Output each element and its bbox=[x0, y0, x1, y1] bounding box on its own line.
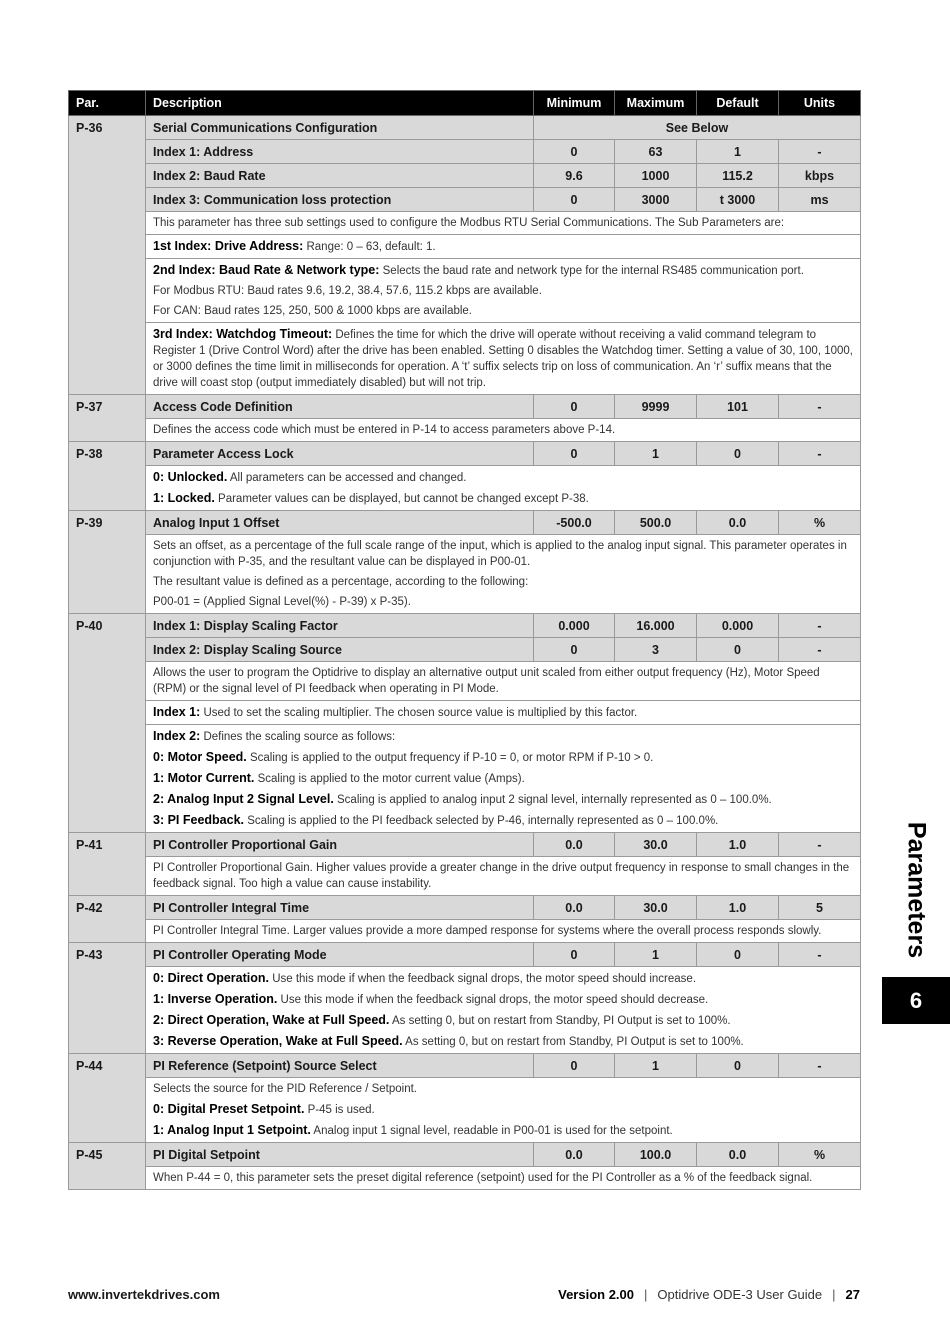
description-text: This parameter has three sub settings used to configure the Modbus RTU Serial Communications. The Sub Parameters are: bbox=[153, 217, 785, 229]
param-description bbox=[146, 662, 861, 701]
param-row bbox=[69, 1054, 861, 1078]
minimum-value: 9.6 bbox=[534, 164, 615, 188]
param-code: P-43 bbox=[69, 943, 146, 1054]
units-value: - bbox=[779, 833, 861, 857]
footer-separator: | bbox=[832, 1287, 836, 1302]
maximum-value: 100.0 bbox=[615, 1143, 697, 1167]
description-term: 2: Direct Operation, Wake at Full Speed. bbox=[153, 1013, 390, 1027]
units-value: - bbox=[779, 638, 861, 662]
description-term: 1: Analog Input 1 Setpoint. bbox=[153, 1123, 311, 1137]
description-text: Selects the baud rate and network type for the internal RS485 communication port. bbox=[379, 265, 804, 277]
description-paragraph bbox=[153, 283, 853, 299]
param-row bbox=[69, 943, 861, 967]
description-text: For CAN: Baud rates 125, 250, 500 & 1000 kbps are available. bbox=[153, 305, 473, 317]
param-description bbox=[146, 725, 861, 833]
description-text: PI Controller Integral Time. Larger values provide a more damped response for systems where the overall process responds slowly. bbox=[153, 925, 822, 937]
footer-website: www.invertekdrives.com bbox=[68, 1287, 220, 1302]
units-value: - bbox=[779, 140, 861, 164]
description-term: 0: Motor Speed. bbox=[153, 750, 247, 764]
description-term: 0: Direct Operation. bbox=[153, 971, 269, 985]
param-row bbox=[69, 188, 861, 212]
units-value: - bbox=[779, 614, 861, 638]
maximum-value: 30.0 bbox=[615, 833, 697, 857]
param-name: Index 2: Baud Rate bbox=[146, 164, 534, 188]
param-code: P-44 bbox=[69, 1054, 146, 1143]
param-name: Index 2: Display Scaling Source bbox=[146, 638, 534, 662]
description-text: Range: 0 – 63, default: 1. bbox=[303, 241, 436, 253]
param-name: Index 1: Display Scaling Factor bbox=[146, 614, 534, 638]
param-description bbox=[146, 419, 861, 442]
description-paragraph bbox=[153, 262, 853, 279]
param-row bbox=[69, 614, 861, 638]
default-value: 1 bbox=[697, 140, 779, 164]
maximum-value: 1 bbox=[615, 943, 697, 967]
description-term: 2nd Index: Baud Rate & Network type: bbox=[153, 263, 380, 277]
description-paragraph bbox=[153, 749, 853, 766]
default-value: 0 bbox=[697, 1054, 779, 1078]
description-paragraph bbox=[153, 238, 853, 255]
description-term: 3rd Index: Watchdog Timeout: bbox=[153, 327, 333, 341]
param-description bbox=[146, 857, 861, 896]
header-units: Units bbox=[779, 91, 861, 116]
description-text: Analog input 1 signal level, readable in P00-01 is used for the setpoint. bbox=[310, 1125, 673, 1137]
chapter-number-badge: 6 bbox=[882, 977, 950, 1024]
description-row bbox=[69, 259, 861, 323]
description-paragraph bbox=[153, 215, 853, 231]
description-text: Scaling is applied to the PI feedback selected by P-46, internally represented as 0 – 100.0%. bbox=[244, 815, 719, 827]
default-value: 115.2 bbox=[697, 164, 779, 188]
footer-version-info bbox=[558, 1287, 860, 1302]
description-text: P-45 is used. bbox=[304, 1104, 375, 1116]
param-description bbox=[146, 259, 861, 323]
description-paragraph bbox=[153, 422, 853, 438]
default-value: 0 bbox=[697, 638, 779, 662]
minimum-value: 0.000 bbox=[534, 614, 615, 638]
footer-guide-title: Optidrive ODE-3 User Guide bbox=[657, 1287, 823, 1302]
units-value: 5 bbox=[779, 896, 861, 920]
footer-version: Version 2.00 bbox=[558, 1287, 635, 1302]
units-value: % bbox=[779, 511, 861, 535]
description-term: 1: Inverse Operation. bbox=[153, 992, 278, 1006]
minimum-value: 0 bbox=[534, 638, 615, 662]
param-description bbox=[146, 1078, 861, 1143]
description-row bbox=[69, 857, 861, 896]
description-term: 0: Digital Preset Setpoint. bbox=[153, 1102, 305, 1116]
description-text: Allows the user to program the Optidrive to display an alternative output unit scaled from either output frequency (Hz), Motor Speed (RPM) or the signal level of PI feedback when operating in PI Mode. bbox=[153, 667, 820, 695]
param-row bbox=[69, 511, 861, 535]
param-name: PI Controller Proportional Gain bbox=[146, 833, 534, 857]
param-row bbox=[69, 442, 861, 466]
default-value: 101 bbox=[697, 395, 779, 419]
param-description bbox=[146, 920, 861, 943]
param-code: P-41 bbox=[69, 833, 146, 896]
maximum-value: 3000 bbox=[615, 188, 697, 212]
description-text: Scaling is applied to analog input 2 signal level, internally represented as 0 – 100.0%. bbox=[333, 794, 772, 806]
param-description bbox=[146, 967, 861, 1054]
units-value: - bbox=[779, 442, 861, 466]
default-value: 0 bbox=[697, 943, 779, 967]
param-name: Parameter Access Lock bbox=[146, 442, 534, 466]
description-paragraph bbox=[153, 728, 853, 745]
description-paragraph bbox=[153, 704, 853, 721]
param-name: Serial Communications Configuration bbox=[146, 116, 534, 140]
description-text: Sets an offset, as a percentage of the full scale range of the input, which is applied to the analog input signal. This parameter operates in conjunction with P-35, and the resultant value can be displayed in P00-01. bbox=[153, 540, 847, 568]
see-below-note: See Below bbox=[534, 116, 861, 140]
param-code: P-42 bbox=[69, 896, 146, 943]
minimum-value: 0.0 bbox=[534, 833, 615, 857]
param-code: P-38 bbox=[69, 442, 146, 511]
description-text: Used to set the scaling multiplier. The chosen source value is multiplied by this factor. bbox=[200, 707, 638, 719]
description-row bbox=[69, 662, 861, 701]
description-paragraph bbox=[153, 1122, 853, 1139]
description-term: 3: Reverse Operation, Wake at Full Speed. bbox=[153, 1034, 403, 1048]
param-description bbox=[146, 235, 861, 259]
parameter-table bbox=[68, 90, 861, 1190]
description-text: PI Controller Proportional Gain. Higher values provide a greater change in the drive output frequency in response to small changes in the feedback signal. Too high a value can cause instability. bbox=[153, 862, 850, 890]
description-text: Parameter values can be displayed, but cannot be changed except P-38. bbox=[214, 493, 589, 505]
description-text: As setting 0, but on restart from Standby, PI Output is set to 100%. bbox=[389, 1015, 731, 1027]
description-term: 1: Motor Current. bbox=[153, 771, 255, 785]
param-description bbox=[146, 535, 861, 614]
minimum-value: 0 bbox=[534, 188, 615, 212]
minimum-value: 0 bbox=[534, 442, 615, 466]
units-value: kbps bbox=[779, 164, 861, 188]
header-minimum: Minimum bbox=[534, 91, 615, 116]
description-text: Use this mode if when the feedback signal drops, the motor speed should increase. bbox=[269, 973, 697, 985]
default-value: 0 bbox=[697, 442, 779, 466]
param-row bbox=[69, 116, 861, 140]
maximum-value: 9999 bbox=[615, 395, 697, 419]
description-text: Scaling is applied to the motor current value (Amps). bbox=[254, 773, 525, 785]
param-code: P-39 bbox=[69, 511, 146, 614]
param-code: P-45 bbox=[69, 1143, 146, 1190]
description-paragraph bbox=[153, 1081, 853, 1097]
default-value: 1.0 bbox=[697, 833, 779, 857]
default-value: 1.0 bbox=[697, 896, 779, 920]
description-text: As setting 0, but on restart from Standby, PI Output is set to 100%. bbox=[402, 1036, 744, 1048]
description-paragraph bbox=[153, 1033, 853, 1050]
param-description bbox=[146, 466, 861, 511]
description-row bbox=[69, 920, 861, 943]
description-text: All parameters can be accessed and changed. bbox=[227, 472, 467, 484]
default-value: 0.0 bbox=[697, 1143, 779, 1167]
description-term: 1st Index: Drive Address: bbox=[153, 239, 304, 253]
description-paragraph bbox=[153, 326, 853, 391]
description-paragraph bbox=[153, 303, 853, 319]
description-text: The resultant value is defined as a percentage, according to the following: bbox=[153, 576, 529, 588]
description-row bbox=[69, 235, 861, 259]
param-name: PI Reference (Setpoint) Source Select bbox=[146, 1054, 534, 1078]
maximum-value: 30.0 bbox=[615, 896, 697, 920]
description-paragraph bbox=[153, 770, 853, 787]
param-description bbox=[146, 701, 861, 725]
description-paragraph bbox=[153, 812, 853, 829]
param-code: P-37 bbox=[69, 395, 146, 442]
description-paragraph bbox=[153, 490, 853, 507]
page-number: 27 bbox=[845, 1287, 860, 1302]
param-row bbox=[69, 896, 861, 920]
maximum-value: 16.000 bbox=[615, 614, 697, 638]
description-paragraph bbox=[153, 665, 853, 697]
param-name: Access Code Definition bbox=[146, 395, 534, 419]
default-value: 0.0 bbox=[697, 511, 779, 535]
param-name: Index 1: Address bbox=[146, 140, 534, 164]
param-row bbox=[69, 164, 861, 188]
header-par: Par. bbox=[69, 91, 146, 116]
description-paragraph bbox=[153, 791, 853, 808]
minimum-value: 0.0 bbox=[534, 1143, 615, 1167]
header-description: Description bbox=[146, 91, 534, 116]
maximum-value: 1 bbox=[615, 442, 697, 466]
description-term: Index 1: bbox=[153, 705, 201, 719]
param-name: Analog Input 1 Offset bbox=[146, 511, 534, 535]
minimum-value: 0 bbox=[534, 395, 615, 419]
description-row bbox=[69, 535, 861, 614]
description-text: When P-44 = 0, this parameter sets the preset digital reference (setpoint) used for the PI Controller as a % of the feedback signal. bbox=[153, 1172, 813, 1184]
units-value: ms bbox=[779, 188, 861, 212]
description-text: P00-01 = (Applied Signal Level(%) - P-39) x P-35). bbox=[153, 596, 411, 608]
description-text: Selects the source for the PID Reference / Setpoint. bbox=[153, 1083, 418, 1095]
param-name: Index 3: Communication loss protection bbox=[146, 188, 534, 212]
description-term: 1: Locked. bbox=[153, 491, 215, 505]
description-paragraph bbox=[153, 923, 853, 939]
minimum-value: 0 bbox=[534, 1054, 615, 1078]
param-description bbox=[146, 323, 861, 395]
description-term: 2: Analog Input 2 Signal Level. bbox=[153, 792, 334, 806]
description-paragraph bbox=[153, 1012, 853, 1029]
minimum-value: 0.0 bbox=[534, 896, 615, 920]
description-term: 3: PI Feedback. bbox=[153, 813, 245, 827]
description-row bbox=[69, 323, 861, 395]
description-text: Use this mode if when the feedback signal drops, the motor speed should decrease. bbox=[277, 994, 709, 1006]
description-paragraph bbox=[153, 1170, 853, 1186]
maximum-value: 500.0 bbox=[615, 511, 697, 535]
description-term: Index 2: bbox=[153, 729, 201, 743]
default-value: 0.000 bbox=[697, 614, 779, 638]
description-row bbox=[69, 1078, 861, 1143]
units-value: - bbox=[779, 1054, 861, 1078]
description-text: Defines the scaling source as follows: bbox=[200, 731, 396, 743]
param-name: PI Controller Operating Mode bbox=[146, 943, 534, 967]
chapter-label: Parameters bbox=[902, 821, 931, 959]
description-text: For Modbus RTU: Baud rates 9.6, 19.2, 38.4, 57.6, 115.2 kbps are available. bbox=[153, 285, 542, 297]
footer-separator: | bbox=[644, 1287, 648, 1302]
description-paragraph bbox=[153, 860, 853, 892]
param-row bbox=[69, 638, 861, 662]
description-paragraph bbox=[153, 469, 853, 486]
description-row bbox=[69, 212, 861, 235]
maximum-value: 1000 bbox=[615, 164, 697, 188]
description-term: 0: Unlocked. bbox=[153, 470, 228, 484]
units-value: - bbox=[779, 395, 861, 419]
header-default: Default bbox=[697, 91, 779, 116]
minimum-value: 0 bbox=[534, 140, 615, 164]
table-header-row bbox=[69, 91, 861, 116]
maximum-value: 3 bbox=[615, 638, 697, 662]
chapter-side-tab bbox=[882, 815, 950, 965]
description-text: Defines the time for which the drive will operate without receiving a valid command telegram to Register 1 (Drive Control Word) after the drive has been enabled. Setting 0 disables the Watchdog timer. Setting a value of 30, 100, 1000, or 3000 defines the time limit in milliseconds for operation. A ‘t’ suffix selects trip on loss of communication. An ‘r’ suffix means that the drive will coast stop (output immediately disabled) but will not trip. bbox=[153, 329, 853, 389]
maximum-value: 63 bbox=[615, 140, 697, 164]
param-row bbox=[69, 833, 861, 857]
param-description bbox=[146, 1167, 861, 1190]
description-paragraph bbox=[153, 574, 853, 590]
description-row bbox=[69, 701, 861, 725]
param-code: P-36 bbox=[69, 116, 146, 395]
description-paragraph bbox=[153, 1101, 853, 1118]
description-paragraph bbox=[153, 970, 853, 987]
minimum-value: -500.0 bbox=[534, 511, 615, 535]
param-row bbox=[69, 140, 861, 164]
param-description bbox=[146, 212, 861, 235]
units-value: - bbox=[779, 943, 861, 967]
description-text: Defines the access code which must be entered in P-14 to access parameters above P-14. bbox=[153, 424, 616, 436]
param-row bbox=[69, 395, 861, 419]
description-row bbox=[69, 1167, 861, 1190]
param-name: PI Controller Integral Time bbox=[146, 896, 534, 920]
maximum-value: 1 bbox=[615, 1054, 697, 1078]
description-text: Scaling is applied to the output frequency if P-10 = 0, or motor RPM if P-10 > 0. bbox=[246, 752, 654, 764]
minimum-value: 0 bbox=[534, 943, 615, 967]
header-maximum: Maximum bbox=[615, 91, 697, 116]
description-row bbox=[69, 466, 861, 511]
description-paragraph bbox=[153, 991, 853, 1008]
units-value: % bbox=[779, 1143, 861, 1167]
description-row bbox=[69, 725, 861, 833]
description-row bbox=[69, 419, 861, 442]
description-paragraph bbox=[153, 594, 853, 610]
default-value: t 3000 bbox=[697, 188, 779, 212]
description-paragraph bbox=[153, 538, 853, 570]
description-row bbox=[69, 967, 861, 1054]
param-name: PI Digital Setpoint bbox=[146, 1143, 534, 1167]
param-code: P-40 bbox=[69, 614, 146, 833]
param-row bbox=[69, 1143, 861, 1167]
